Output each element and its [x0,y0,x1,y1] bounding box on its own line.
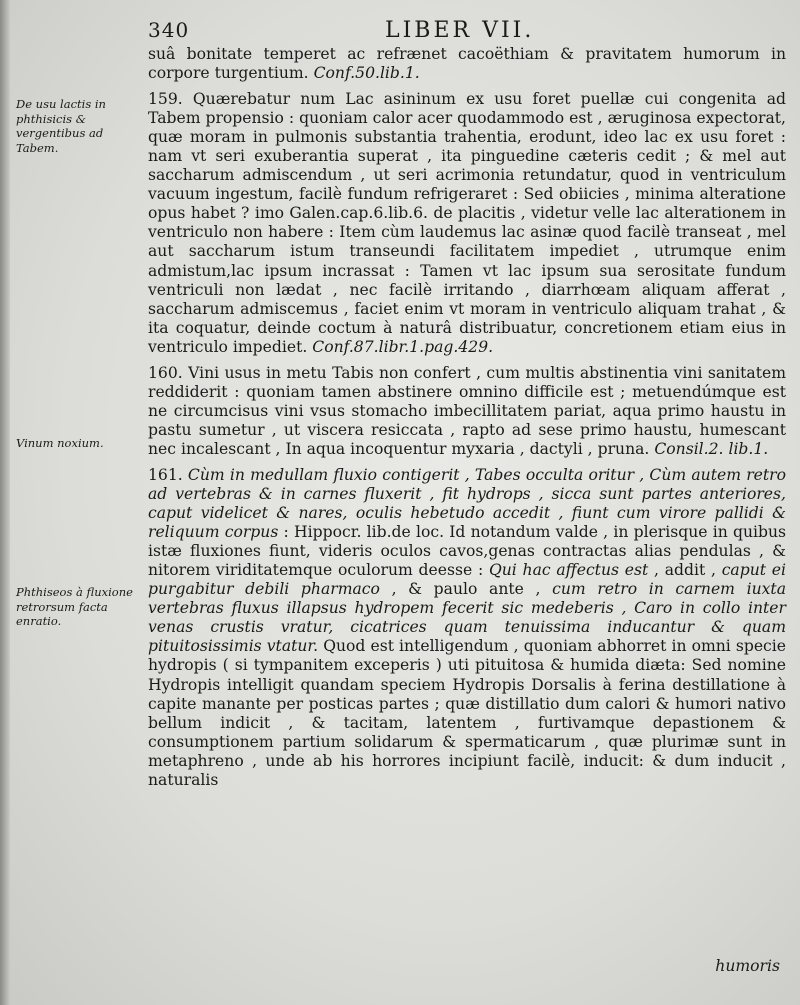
paragraph-number: 160. [148,363,183,382]
italic-text: Cùm in medullam fluxio contigerit , Tabes occulta oritur , Cùm autem retro ad vertebras & in carnes fluxerit , fit hydrops , sicca sunt partes anteriores, caput videlicet & nares, oculis hebetudo accedit , fiunt cum virore pallidi & reliquum corpus [148,465,786,542]
italic-text: Consil.2. lib.1. [654,439,769,458]
text-run: Quærebatur num Lac asininum ex usu foret puellæ cui congenita ad Tabem propensio : quoniam calor acer quodammodo est , æruginosa expectorat, quæ moram in pulmonis substantia trahentia, erodunt, ideo lac ex usu foret : nam vt seri exuberantia superat , ita pinguedine cæteris cedit ; & mel aut saccharum admiscendum , ut seri acrimonia retundatur, quod in ventriculum vacuum ingestum, facilè fundum refrigeraret : Sed obiicies , minima alteratione opus habet ? imo Galen.cap.6.lib.6. de placitis , videtur velle lac alterationem in ventriculo non habere : Item cùm laudemus lac asinæ quod facilè transeat , mel aut saccharum istum transeundi facilitatem impediet , utrumque enim admistum,lac ipsum incrassat : Tamen vt lac ipsum sua serositate fundum ventriculi non lædat , nec facilè irritando , diarrhœam aliquam afferat , saccharum admiscemus , faciet enim vt moram in ventriculo aliquam trahat , & ita coquatur, deinde coctum à naturâ distribuatur, concretionem etiam eius in ventriculo impediet. [148,90,786,356]
text-run: , & paulo ante , [379,580,553,599]
italic-text: Qui hac affectus est [488,561,649,580]
paragraph [148,45,786,83]
paragraph [148,364,786,459]
text-run: , addit , [648,561,722,580]
margin-note: Phthiseos à fluxione retrorsum facta enratio. [16,585,133,628]
text-run: suâ bonitate temperet ac refrænet cacoëthiam & pravitatem humorum in corpore turgentium. [148,45,786,83]
italic-text: Conf.87.libr.1.pag.429. [312,337,494,356]
margin-note: De usu lactis in phthisicis & vergentibus ad Tabem. [16,97,106,155]
text-run: Vini usus in metu Tabis non confert , cum multis abstinentia vini sanitatem reddiderit : quoniam tamen abstinere omnino difficile est ; metuendúmque est ne circumcisus vini vsus stomacho imbecillitatem pariat, aqua primo haustu in pastu sumetur , ut viscera resiccata , rapto ad sese primo haustu, humescant nec incalescant , In aqua incoquentur myxaria , dactyli , pruna. [148,363,786,458]
page-number: 340 [148,18,190,42]
italic-text: Conf.50.lib.1. [313,64,420,83]
running-head: LIBER VII. [385,18,535,43]
text-run: Quod est intelligendum , quoniam abhorret in omni specie hydropis ( si tympanitem exceperis ) uti pituitosa & humida diæta: Sed nomine Hydropis intelligit quandam speciem Hydropis Dorsalis à ferina destillatione à capite manante per posticas partes ; quæ distillatio dum calori & humori nativo bellum indicit , & tacitam, latentem , furtivamque depastionem & consumptionem partium solidarum & spermaticarum , quæ plurimæ sunt in metaphreno , unde ab his horrores incipiunt facilè, inducit: & dum inducit , naturalis [148,637,787,789]
paragraph [148,90,786,357]
margin-note: Vinum noxium. [16,436,104,450]
text-run: : Hippocr. lib.de loc. Id notandum valde , in plerisque in quibus istæ fluxiones fiunt, videris oculos cavos,genas contractas alias pendulas , & nitorem viriditatemque oculorum deesse : [148,523,787,580]
paragraph [148,466,786,790]
italic-text: cum retro in carnem iuxta vertebras fluxus illapsus hydropem fecerit sic medeberis , Caro in collo inter venas crustis vratur, cicatrices quam tenuissima inducantur & quam pituitosissimis vtatur. [148,580,786,656]
italic-text: caput ei purgabitur debili pharmaco [148,561,786,599]
page-body-text [148,45,786,790]
page-gutter-shadow [0,0,10,1005]
catchword: humoris [715,957,780,975]
page-header [0,18,800,44]
paragraph-number: 159. [148,90,183,109]
paragraph-number: 161. [148,465,183,484]
